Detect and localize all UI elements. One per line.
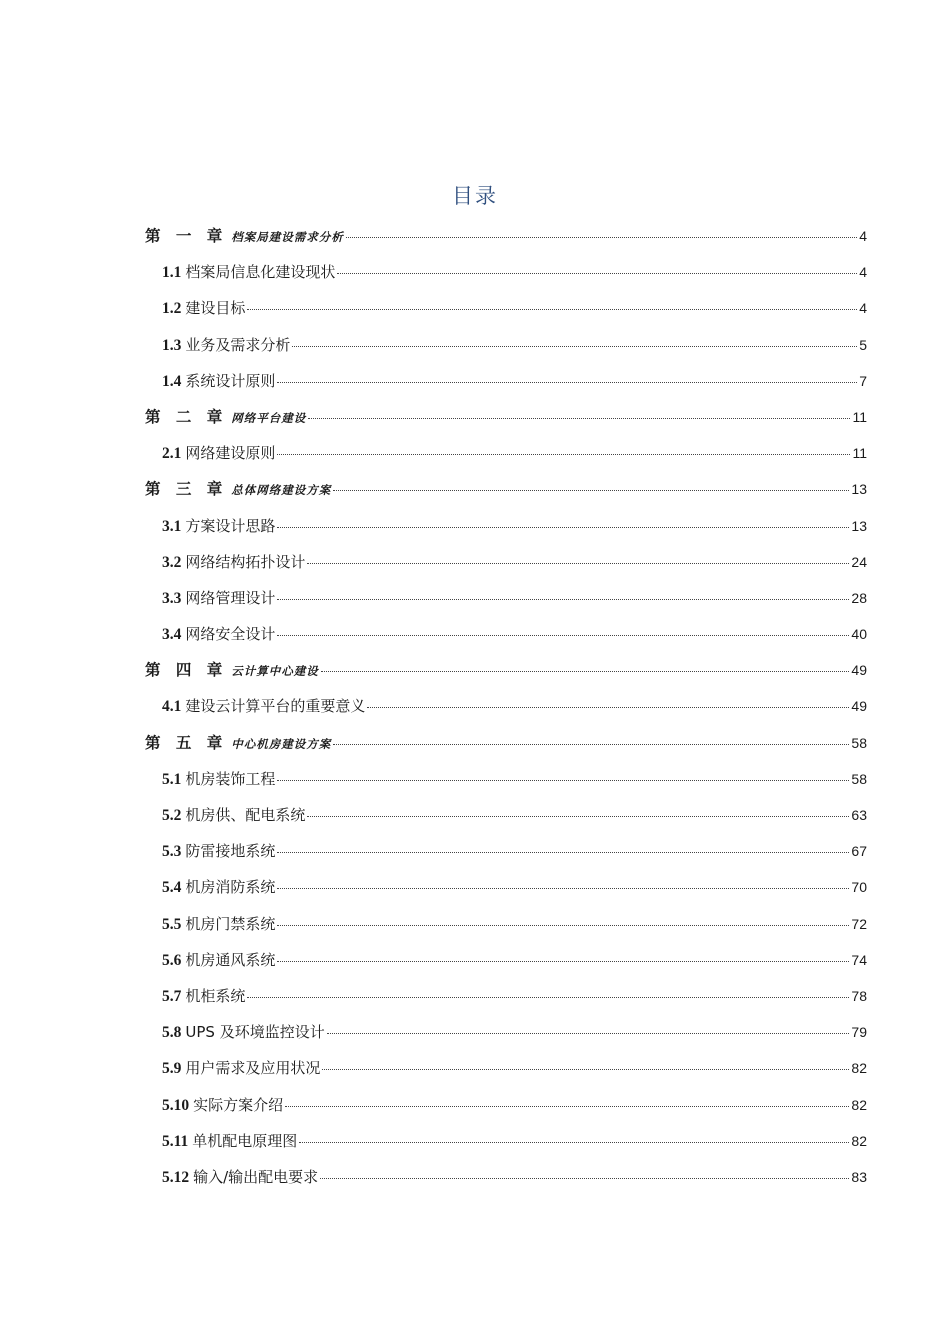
toc-section-entry[interactable]: [145, 833, 867, 869]
toc-entry-page: 7: [859, 372, 867, 389]
toc-entry-number: 4.1: [162, 698, 182, 716]
toc-entry-title: 网络平台建设: [231, 410, 307, 425]
toc-entry-page: 11: [852, 408, 867, 425]
toc-entry-number: 3.4: [162, 626, 182, 644]
toc-entry-number: 3.2: [162, 553, 182, 571]
toc-entry-page: 5: [859, 336, 867, 353]
toc-entry-number: 1.3: [162, 336, 182, 354]
dot-leader: [292, 345, 857, 347]
toc-entry-title: 中心机房建设方案: [231, 736, 332, 751]
dot-leader: [308, 417, 850, 419]
dot-leader: [277, 851, 849, 853]
toc-entry-title: 机房通风系统: [185, 950, 276, 969]
toc-entry-page: 58: [851, 734, 867, 751]
toc-entry-page: 70: [851, 879, 867, 896]
toc-entry-page: 63: [851, 807, 867, 823]
toc-section-entry[interactable]: [145, 1014, 867, 1050]
dot-leader: [321, 670, 850, 672]
toc-entry-number: 第 二 章: [145, 406, 228, 426]
toc-entry-page: 4: [859, 228, 867, 244]
toc-entry-title: 机房消防系统: [185, 878, 276, 897]
toc-section-entry[interactable]: [145, 254, 867, 290]
toc-entry-title: UPS 及环境监控设计: [185, 1023, 325, 1042]
dot-leader: [277, 924, 849, 926]
toc-chapter-entry[interactable]: [145, 399, 867, 435]
toc-section-entry[interactable]: [145, 435, 867, 471]
toc-section-entry[interactable]: [145, 616, 867, 652]
dot-leader: [367, 706, 849, 708]
toc-entry-number: 1.4: [162, 372, 182, 390]
toc-entry-page: 82: [851, 1060, 867, 1077]
toc-entry-number: 5.12: [162, 1168, 190, 1186]
toc-entry-number: 5.1: [162, 770, 182, 788]
toc-entry-number: 5.8: [162, 1024, 182, 1042]
toc-entry-title: 防雷接地系统: [185, 842, 276, 861]
toc-entry-page: 58: [851, 770, 867, 787]
toc-entry-title: 档案局建设需求分析: [231, 230, 344, 244]
toc-entry-title: 实际方案介绍: [193, 1095, 284, 1114]
toc-entry-page: 40: [851, 626, 867, 643]
toc-entry-number: 第 五 章: [145, 732, 228, 752]
toc-entry-page: 78: [851, 987, 867, 1004]
dot-leader: [277, 779, 849, 781]
toc-section-entry[interactable]: [145, 761, 867, 797]
toc-section-entry[interactable]: [145, 327, 867, 363]
toc-entry-title: 输入/输出配电要求: [193, 1167, 319, 1186]
toc-entry-title: 建设云计算平台的重要意义: [185, 697, 366, 716]
toc-entry-page: 82: [851, 1096, 867, 1113]
toc-entry-number: 第 三 章: [145, 479, 228, 499]
toc-entry-number: 5.3: [162, 843, 182, 861]
toc-entry-title: 系统设计原则: [185, 371, 276, 390]
toc-entry-title: 网络安全设计: [185, 625, 276, 644]
toc-title: 目录: [452, 184, 498, 208]
dot-leader: [299, 1141, 849, 1143]
toc-section-entry[interactable]: [145, 688, 867, 724]
toc-entry-page: 74: [851, 951, 867, 968]
toc-entry-page: 28: [851, 589, 867, 606]
toc-chapter-entry[interactable]: [145, 471, 867, 507]
toc-entry-page: 4: [859, 300, 867, 317]
dot-leader: [333, 489, 849, 491]
toc-entry-page: 49: [851, 662, 867, 679]
toc-entry-title: 业务及需求分析: [185, 335, 291, 354]
toc-chapter-entry[interactable]: [145, 218, 867, 254]
toc-section-entry[interactable]: [145, 942, 867, 978]
dot-leader: [307, 562, 849, 564]
toc-entry-number: 1.1: [162, 264, 182, 282]
dot-leader: [337, 272, 857, 274]
toc-entry-number: 5.7: [162, 987, 182, 1005]
toc-entry-page: 24: [851, 553, 867, 570]
toc-section-entry[interactable]: [145, 1159, 867, 1195]
dot-leader: [277, 381, 857, 383]
toc-entry-number: 3.3: [162, 589, 182, 607]
toc-entry-title: 方案设计思路: [185, 516, 276, 535]
dot-leader: [322, 1068, 849, 1070]
toc-entry-number: 3.1: [162, 517, 182, 535]
toc-entry-page: 49: [851, 698, 867, 715]
toc-entry-number: 第 一 章: [145, 226, 228, 245]
toc-entry-number: 1.2: [162, 300, 182, 318]
toc-section-entry[interactable]: [145, 508, 867, 544]
toc-section-entry[interactable]: [145, 1050, 867, 1086]
toc-entry-page: 72: [851, 915, 867, 932]
dot-leader: [333, 743, 849, 745]
dot-leader: [277, 453, 850, 455]
toc-entry-number: 5.11: [162, 1132, 189, 1150]
toc-entry-page: 83: [851, 1168, 867, 1185]
toc-section-entry[interactable]: [145, 906, 867, 942]
dot-leader: [277, 526, 849, 528]
toc-entry-number: 5.4: [162, 879, 182, 897]
toc-list: [145, 218, 867, 1195]
toc-entry-number: 5.9: [162, 1060, 182, 1078]
toc-entry-title: 网络管理设计: [185, 588, 276, 607]
toc-chapter-entry[interactable]: [145, 725, 867, 761]
toc-entry-title: 档案局信息化建设现状: [185, 263, 336, 282]
toc-entry-page: 82: [851, 1132, 867, 1149]
toc-section-entry[interactable]: [145, 290, 867, 326]
toc-entry-title: 总体网络建设方案: [231, 483, 332, 498]
dot-leader: [247, 308, 857, 310]
toc-entry-page: 4: [859, 264, 867, 281]
toc-entry-title: 用户需求及应用状况: [185, 1059, 321, 1078]
toc-entry-title: 机房门禁系统: [185, 914, 276, 933]
toc-entry-number: 2.1: [162, 445, 182, 463]
toc-entry-page: 67: [851, 843, 867, 860]
toc-section-entry[interactable]: [145, 1087, 867, 1123]
toc-entry-number: 第 四 章: [145, 660, 228, 680]
toc-section-entry[interactable]: [145, 544, 867, 580]
toc-entry-page: 13: [851, 517, 867, 534]
toc-section-entry[interactable]: [145, 580, 867, 616]
toc-section-entry[interactable]: [145, 363, 867, 399]
toc-entry-page: 79: [851, 1024, 867, 1041]
toc-entry-page: 11: [852, 445, 867, 462]
toc-section-entry[interactable]: [145, 869, 867, 905]
dot-leader: [320, 1177, 849, 1179]
toc-section-entry[interactable]: [145, 1123, 867, 1159]
dot-leader: [247, 996, 849, 998]
toc-entry-title: 云计算中心建设: [231, 664, 319, 679]
toc-entry-number: 5.10: [162, 1096, 190, 1114]
toc-entry-title: 网络建设原则: [185, 444, 276, 463]
toc-entry-title: 机房供、配电系统: [185, 806, 306, 824]
dot-leader: [307, 815, 849, 817]
toc-entry-title: 网络结构拓扑设计: [185, 552, 306, 571]
dot-leader: [327, 1032, 850, 1034]
toc-section-entry[interactable]: [145, 978, 867, 1014]
toc-entry-title: 机柜系统: [185, 986, 246, 1005]
dot-leader: [285, 1105, 849, 1107]
toc-entry-page: 13: [851, 481, 867, 498]
toc-section-entry[interactable]: [145, 797, 867, 833]
toc-chapter-entry[interactable]: [145, 652, 867, 688]
dot-leader: [277, 598, 849, 600]
dot-leader: [346, 236, 857, 238]
toc-entry-title: 建设目标: [185, 299, 246, 318]
toc-entry-title: 机房装饰工程: [185, 769, 276, 788]
toc-entry-number: 5.5: [162, 915, 182, 933]
toc-entry-number: 5.2: [162, 807, 182, 824]
dot-leader: [277, 887, 849, 889]
toc-entry-number: 5.6: [162, 951, 182, 969]
dot-leader: [277, 634, 849, 636]
dot-leader: [277, 960, 849, 962]
toc-entry-title: 单机配电原理图: [192, 1131, 298, 1150]
